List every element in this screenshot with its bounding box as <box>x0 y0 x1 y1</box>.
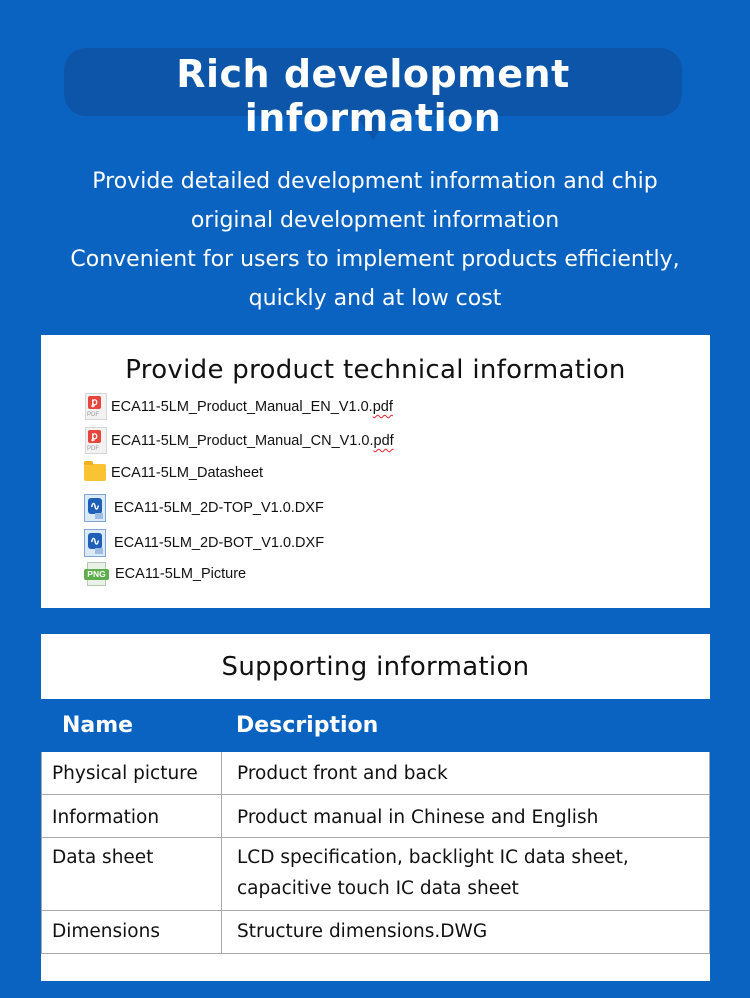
column-header-description: Description <box>222 700 710 752</box>
cell-name: Physical picture <box>42 752 222 795</box>
technical-info-panel <box>41 335 710 608</box>
column-header-name: Name <box>42 700 222 752</box>
cell-name: Information <box>42 795 222 838</box>
file-item-picture[interactable] <box>83 560 246 588</box>
file-item-manual-cn[interactable] <box>83 427 394 455</box>
file-item-datasheet-folder[interactable] <box>83 459 263 487</box>
table-row <box>42 911 710 954</box>
cell-description: Product manual in Chinese and English <box>222 795 710 838</box>
intro-line: original development information <box>190 208 560 233</box>
page-title: Rich development information <box>176 52 570 140</box>
cell-description: Structure dimensions.DWG <box>222 911 710 954</box>
technical-info-title: Provide product technical information <box>125 355 626 385</box>
intro-line: quickly and at low cost <box>248 286 502 311</box>
png-file-icon: PNG <box>83 560 109 588</box>
table-row <box>42 838 710 911</box>
file-name: ECA11-5LM_Picture <box>115 566 247 582</box>
file-item-manual-en[interactable] <box>83 393 393 421</box>
pdf-file-icon: ꝑ PDF <box>83 393 109 421</box>
file-name: ECA11-5LM_2D-TOP_V1.0.DXF <box>114 500 324 516</box>
pdf-file-icon: ꝑ PDF <box>83 427 109 455</box>
intro-line: Provide detailed development information and chip <box>92 169 658 194</box>
file-name: ECA11-5LM_Datasheet <box>111 465 264 481</box>
cell-description: Product front and back <box>222 752 710 795</box>
file-item-2d-top[interactable] <box>83 494 324 522</box>
table-row <box>42 752 710 795</box>
cell-name: Data sheet <box>42 838 222 911</box>
dxf-file-icon: ∿ <box>83 494 109 522</box>
file-name: ECA11-5LM_Product_Manual_EN_V1.0.pdf <box>111 399 393 415</box>
intro-line: Convenient for users to implement products efficiently, <box>70 247 680 272</box>
file-item-2d-bot[interactable] <box>83 529 324 557</box>
folder-icon <box>83 459 109 487</box>
table-header-row <box>42 700 710 752</box>
supporting-info-title: Supporting information <box>221 652 530 682</box>
dxf-file-icon: ∿ <box>83 529 109 557</box>
intro-text <box>20 162 730 318</box>
cell-description: LCD specification, backlight IC data sheet, capacitive touch IC data sheet <box>222 838 710 911</box>
file-name: ECA11-5LM_Product_Manual_CN_V1.0.pdf <box>111 433 394 449</box>
supporting-info-table <box>41 699 710 954</box>
cell-name: Dimensions <box>42 911 222 954</box>
supporting-info-panel <box>41 634 710 981</box>
table-row <box>42 795 710 838</box>
file-name: ECA11-5LM_2D-BOT_V1.0.DXF <box>114 535 325 551</box>
